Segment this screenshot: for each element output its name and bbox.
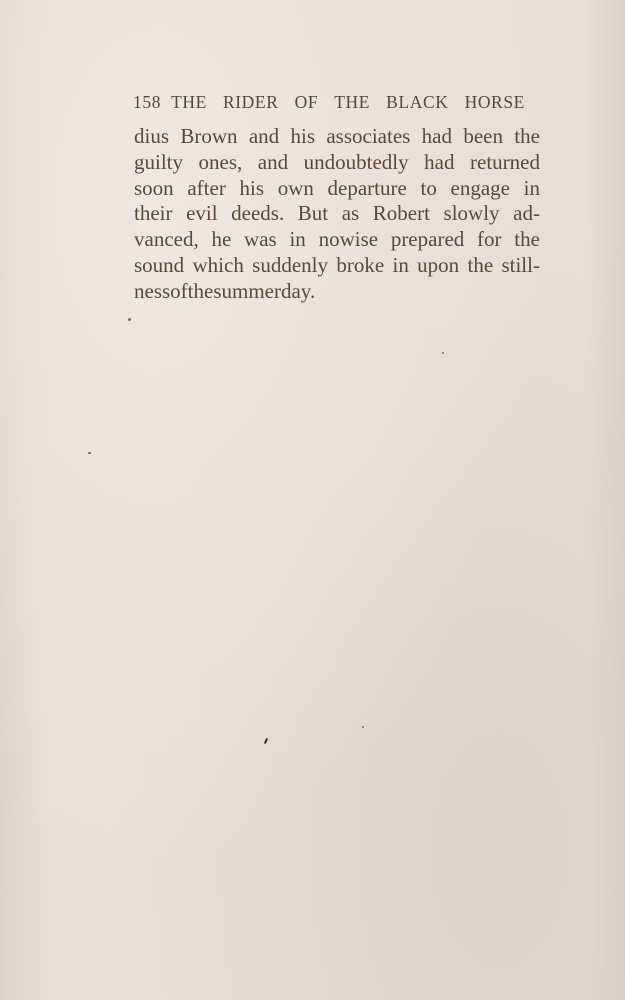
word: of (170, 278, 188, 303)
text-line (134, 150, 540, 176)
text-line (134, 124, 540, 150)
text-line (134, 227, 540, 253)
paper-speck (362, 726, 364, 728)
word: dius (134, 124, 170, 148)
word: deeds. (231, 201, 285, 226)
running-title-word: THE (171, 92, 207, 112)
word: summer (213, 278, 281, 303)
word: returned (470, 149, 540, 174)
word: guilty (134, 149, 184, 174)
word: as (341, 201, 360, 226)
running-title (171, 92, 525, 113)
word: he (211, 227, 232, 252)
word: the (187, 278, 214, 303)
word: Robert (372, 201, 430, 226)
word: been (463, 124, 503, 148)
word: ones, (198, 149, 243, 174)
word: own (277, 175, 314, 200)
word: evil (186, 201, 218, 226)
word: to (420, 175, 437, 200)
word: slowly (443, 201, 500, 226)
word: broke (336, 252, 385, 277)
word: undoubtedly (303, 149, 409, 174)
word: in (289, 227, 306, 252)
word: their (134, 201, 173, 226)
word: day. (280, 278, 316, 303)
word: and (257, 149, 289, 174)
word: and (248, 124, 280, 148)
running-title-word: BLACK (386, 92, 449, 112)
paper-speck (442, 352, 444, 354)
word: upon (417, 252, 460, 277)
word: his (290, 124, 316, 148)
word: nowise (318, 227, 379, 252)
word: ad- (513, 201, 540, 226)
word: Brown (180, 124, 238, 148)
word: ness (134, 278, 171, 303)
paper-speck (264, 738, 268, 744)
word: suddenly (252, 252, 328, 277)
text-line (134, 253, 540, 279)
page-number: 158 (133, 92, 162, 112)
word: engage (450, 175, 510, 200)
text-line (134, 201, 540, 227)
word: had (424, 149, 455, 174)
word: which (192, 252, 244, 277)
text-line (134, 279, 540, 305)
word: sound (134, 252, 185, 277)
word: soon (134, 175, 174, 200)
word: the (514, 124, 540, 148)
running-title-word: THE (334, 92, 371, 112)
word: after (187, 175, 226, 200)
word: the (514, 227, 540, 252)
word: still- (501, 252, 540, 277)
word: for (477, 227, 502, 252)
paper-speck (88, 452, 91, 454)
paper-speck (128, 318, 131, 321)
word: had (421, 124, 452, 148)
running-title-word: OF (294, 92, 319, 112)
word: prepared (390, 227, 465, 252)
body-text (134, 124, 540, 305)
running-title-word: HORSE (464, 92, 525, 112)
word: in (523, 175, 540, 200)
word: departure (327, 175, 407, 200)
word: the (467, 252, 494, 277)
word: his (239, 175, 265, 200)
word: vanced, (134, 227, 199, 252)
running-head (133, 92, 525, 116)
word: associates (326, 124, 411, 148)
word: was (244, 227, 277, 252)
word: in (392, 252, 409, 277)
text-line (134, 176, 540, 202)
word: But (297, 201, 329, 226)
running-title-word: RIDER (222, 92, 279, 112)
